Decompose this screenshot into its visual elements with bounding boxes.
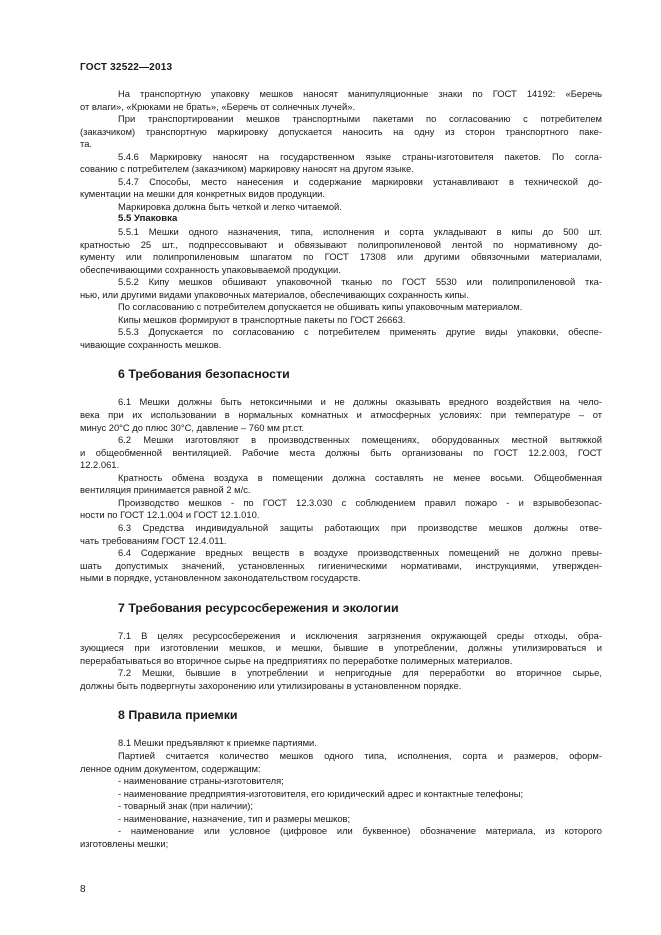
paragraph-line: - наименование предприятия-изготовителя, его юридический адрес и контактные телефоны; [118,787,524,799]
paragraph [80,88,602,113]
paragraph [80,472,602,497]
paragraph [80,522,602,547]
paragraph [80,667,602,692]
paragraph-line: 8.1 Мешки предъявляют к приемке партиями. [118,737,317,749]
document-code: ГОСТ 32522—2013 [80,62,173,73]
paragraph [80,813,602,826]
paragraph-line: - наименование страны-изготовителя; [118,775,284,787]
paragraph [80,775,602,788]
section-heading: 6 Требования безопасности [118,367,290,382]
paragraph-line: нью, или другими видами упаковочных материалов, обеспечивающих сохранность кипы. [80,288,469,300]
paragraph-line: Кипы мешков формируют в транспортные пакеты по ГОСТ 26663. [118,313,406,325]
paragraph-line: перерабатываться во вторичное сырье на предприятиях по переработке полимерных материалов. [80,654,513,666]
paragraph [80,326,602,351]
document-page [80,62,602,850]
paragraph [80,151,602,176]
paragraph [80,497,602,522]
paragraph-line: кументации на мешки для конкретных видов продукции. [80,188,326,200]
paragraph-line: Производство мешков - по ГОСТ 12.3.030 с соблюдением правил пожаро - и взрывобезопас- [118,496,602,508]
paragraph [80,800,602,813]
paragraph-line: 6.1 Мешки должны быть нетоксичными и не должны оказывать вредного воздействия на чело- [118,396,602,408]
paragraph [80,547,602,585]
paragraph-line: 6.4 Содержание вредных веществ в воздухе производственных помещений не должно превы- [118,547,602,559]
paragraph-line: обеспечивающими сохранность упаковываемой продукции. [80,263,341,275]
paragraph [80,314,602,327]
paragraph-line: кратностью 25 шт., подпрессовывают и обвязывают полипропиленовой лентой по нормативному до- [80,238,602,250]
paragraph-line: и общеобменной вентиляцией. Рабочие места должны быть организованы по ГОСТ 12.2.003, ГОСТ [80,446,602,458]
paragraph [80,276,602,301]
paragraph-line: та. [80,138,93,150]
paragraph-line: ленное одним документом, содержащим: [80,762,261,774]
paragraph [80,113,602,151]
paragraph [80,201,602,214]
paragraph-line: 5.4.7 Способы, место нанесения и содержание маркировки устанавливают в технической до- [118,175,602,187]
paragraph-line: шать допустимых значений, установленных гигиеническими нормативами, инструкциями, утвержден- [80,559,602,571]
paragraph-line: 5.4.6 Маркировку наносят на государственном языке страны-изготовителя пакетов. По согла- [118,150,602,162]
paragraph-line: изготовлены мешки; [80,837,169,849]
paragraph-line: чать требованиям ГОСТ 12.4.011. [80,534,227,546]
paragraph-line: чивающие сохранность мешков. [80,338,222,350]
paragraph-line: 7.2 Мешки, бывшие в употреблении и непригодные для переработки во вторичное сырье, [118,667,602,679]
paragraph-line: - наименование, назначение, тип и размеры мешков; [118,812,351,824]
document-body [80,88,602,850]
paragraph [80,176,602,201]
paragraph [80,226,602,276]
paragraph-line: - наименование или условное (цифровое или буквенное) обозначение материала, из которого [118,825,602,837]
paragraph [80,825,602,850]
paragraph-line: 5.5.2 Кипу мешков обшивают упаковочной тканью по ГОСТ 5530 или полипропиленовой тка- [118,276,602,288]
paragraph-line: Кратность обмена воздуха в помещении должна составлять не менее восьми. Общеобменная [118,471,602,483]
paragraph [80,630,602,668]
section-heading: 8 Правила приемки [118,708,238,723]
paragraph-line: кументу или полипропиленовым шпагатом по ГОСТ 17308 или другими обвязочными материалами, [80,251,602,263]
paragraph-line: 6.2 Мешки изготовляют в производственных помещениях, оборудованных местной вытяжкой [118,434,602,446]
paragraph [80,750,602,775]
subsection-heading: 5.5 Упаковка [118,213,178,225]
paragraph-line: зующиеся при изготовлении мешков, и мешки, бывшие в употреблении, должны утилизироваться и [80,642,602,654]
section-heading: 7 Требования ресурсосбережения и экологии [118,600,399,615]
paragraph-line: от влаги», «Крюками не брать», «Беречь от солнечных лучей». [80,100,356,112]
paragraph-line: 5.5.3 Допускается по согласованию с потребителем применять другие виды упаковки, обеспе- [118,326,602,338]
paragraph-line: - товарный знак (при наличии); [118,800,254,812]
paragraph-line: (заказчиком) транспортную маркировку допускается наносить на одну из сторон транспортного паке- [80,125,602,137]
paragraph [80,434,602,472]
paragraph-line: Партией считается количество мешков одного типа, исполнения, сорта и размеров, оформ- [118,749,602,761]
paragraph-line: 5.5.1 Мешки одного назначения, типа, исполнения и сорта укладывают в кипы до 500 шт. [118,226,602,238]
paragraph-line: ности по ГОСТ 12.1.004 и ГОСТ 12.1.010. [80,509,260,521]
paragraph-line: вентиляция принимается равной 2 м/с. [80,484,251,496]
paragraph [80,301,602,314]
paragraph-line: На транспортную упаковку мешков наносят манипуляционные знаки по ГОСТ 14192: «Беречь [118,88,602,99]
paragraph-line: 7.1 В целях ресурсосбережения и исключения загрязнения окружающей среды отходы, обра- [118,629,602,641]
paragraph-line: 6.3 Средства индивидуальной защиты работающих при производстве мешков должны отве- [118,521,602,533]
paragraph-line: При транспортировании мешков транспортными пакетами по согласованию с потребителем [118,113,602,125]
paragraph-line: должны быть подвергнуты захоронению или утилизированы в установленном порядке. [80,679,462,691]
paragraph [80,737,602,750]
paragraph-line: 12.2.061. [80,459,120,471]
paragraph [80,788,602,801]
paragraph-line: ными в порядке, установленном законодательством государств. [80,572,361,584]
page-number: 8 [80,884,86,895]
paragraph-line: минус 20°С до плюс 30°С, давление – 760 мм рт.ст. [80,421,304,433]
paragraph-line: По согласованию с потребителем допускается не обшивать кипы упаковочным материалом. [118,301,523,313]
paragraph-line: сованию с потребителем (заказчиком) маркировку наносят на другом языке. [80,163,414,175]
paragraph-line: Маркировка должна быть четкой и легко читаемой. [118,200,342,212]
paragraph [80,396,602,434]
paragraph-line: века при их использовании в нормальных комнатных и атмосферных условиях: при температуре – от [80,409,602,421]
